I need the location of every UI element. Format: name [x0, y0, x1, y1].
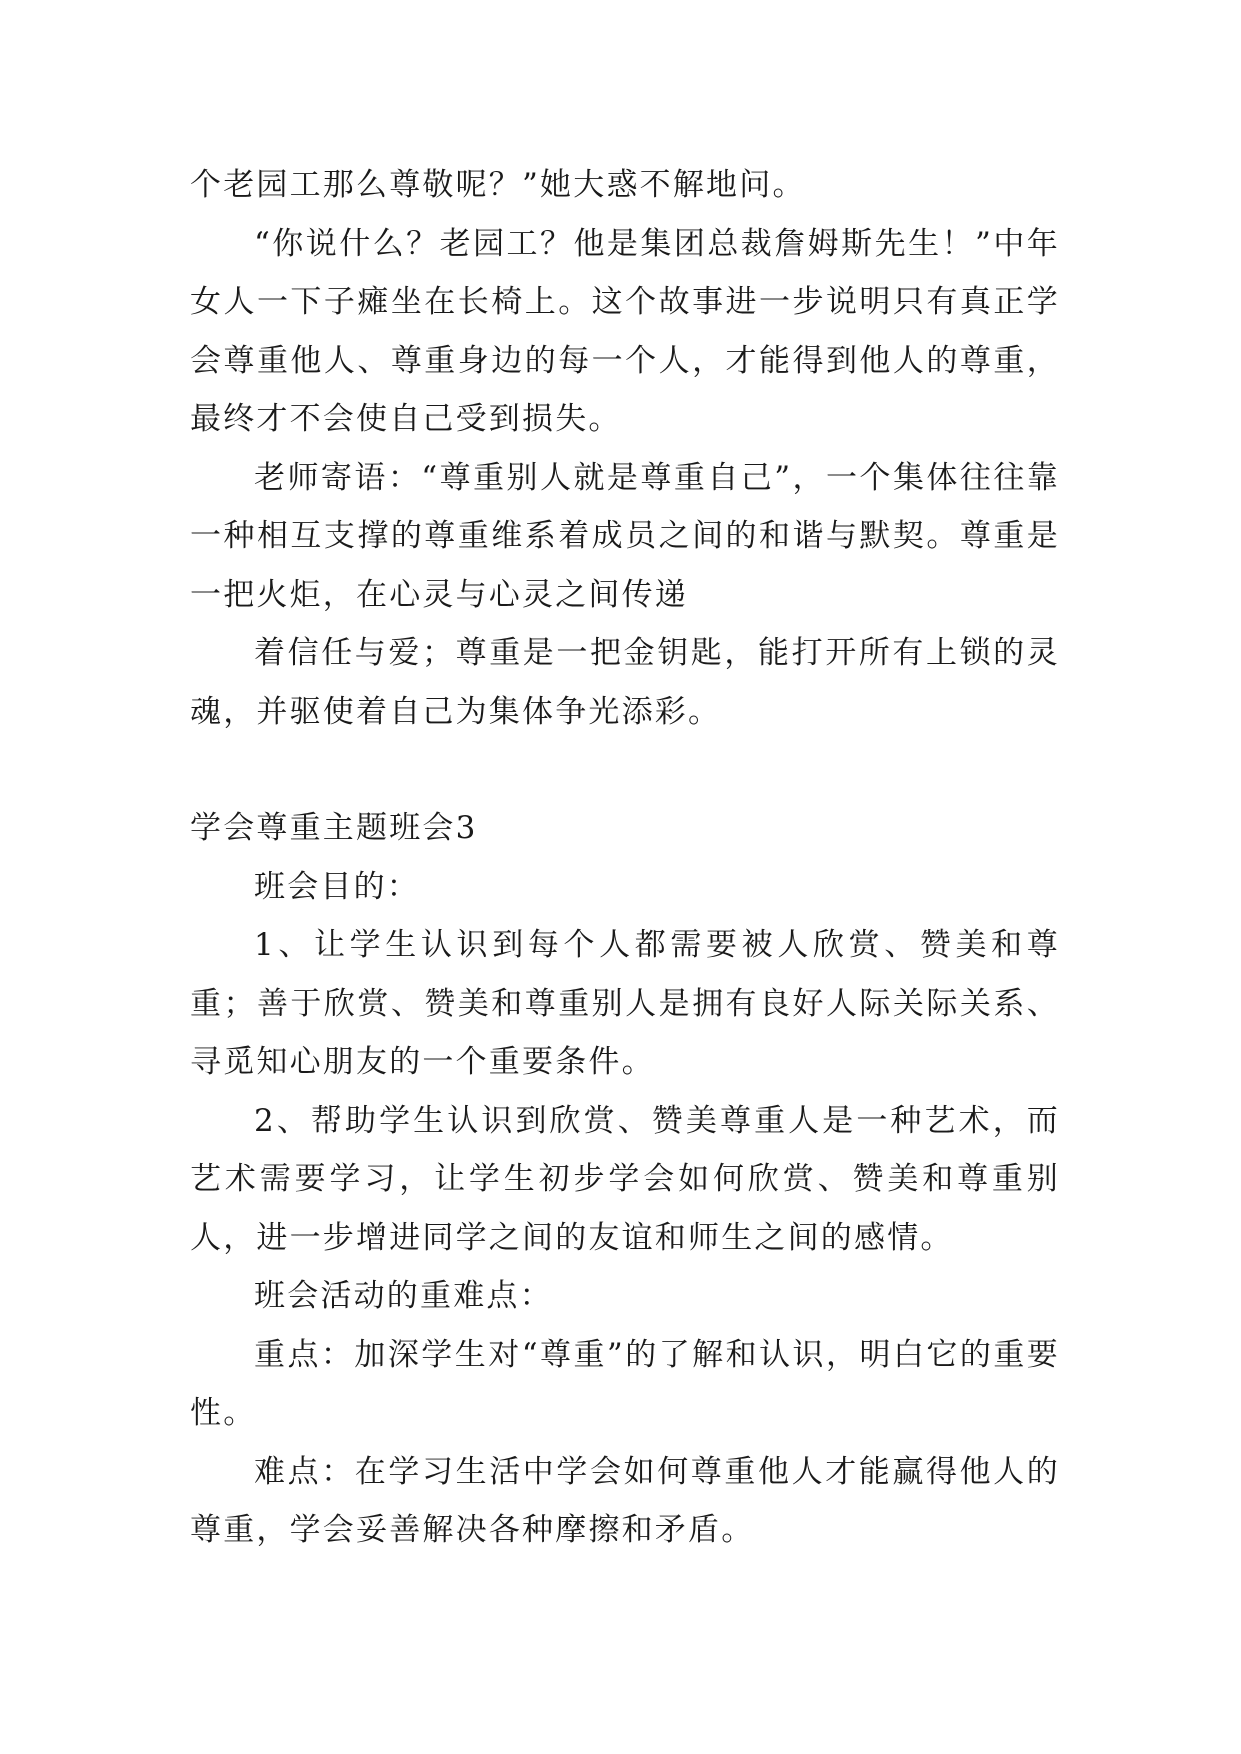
- difficult-point: 难点：在学习生活中学会如何尊重他人才能赢得他人的尊重，学会妥善解决各种摩擦和矛盾。: [190, 1453, 1060, 1548]
- document-body: [190, 156, 1060, 1560]
- objective-item-1: 1、让学生认识到每个人都需要被人欣赏、赞美和尊重；善于欣赏、赞美和尊重别人是拥有良好人际关际关系、寻觅知心朋友的一个重要条件。: [190, 927, 1060, 1080]
- paragraph-teacher-message: 老师寄语：“尊重别人就是尊重自己”，一个集体往往靠一种相互支撑的尊重维系着成员之间的和谐与默契。尊重是一把火炬，在心灵与心灵之间传递: [190, 459, 1060, 613]
- paragraph-story-reveal: “你说什么？老园工？他是集团总裁詹姆斯先生！”中年女人一下子瘫坐在长椅上。这个故事进一步说明只有真正学会尊重他人、尊重身边的每一个人，才能得到他人的尊重，最终才不会使自己受到损失。: [190, 225, 1060, 437]
- subheading-objectives: 班会目的：: [254, 868, 420, 905]
- paragraph-teacher-message-cont: 着信任与爱；尊重是一把金钥匙，能打开所有上锁的灵魂，并驱使着自己为集体争光添彩。: [190, 635, 1060, 730]
- section-heading: 学会尊重主题班会3: [190, 810, 478, 846]
- paragraph-story-end: 个老园工那么尊敬呢？”她大惑不解地问。: [190, 167, 806, 203]
- key-point: 重点：加深学生对“尊重”的了解和认识，明白它的重要性。: [190, 1336, 1060, 1431]
- subheading-key-points: 班会活动的重难点：: [254, 1278, 553, 1314]
- objective-item-2: 2、帮助学生认识到欣赏、赞美尊重人是一种艺术，而艺术需要学习，让学生初步学会如何欣赏、赞美和尊重别人，进一步增进同学之间的友谊和师生之间的感情。: [190, 1102, 1060, 1256]
